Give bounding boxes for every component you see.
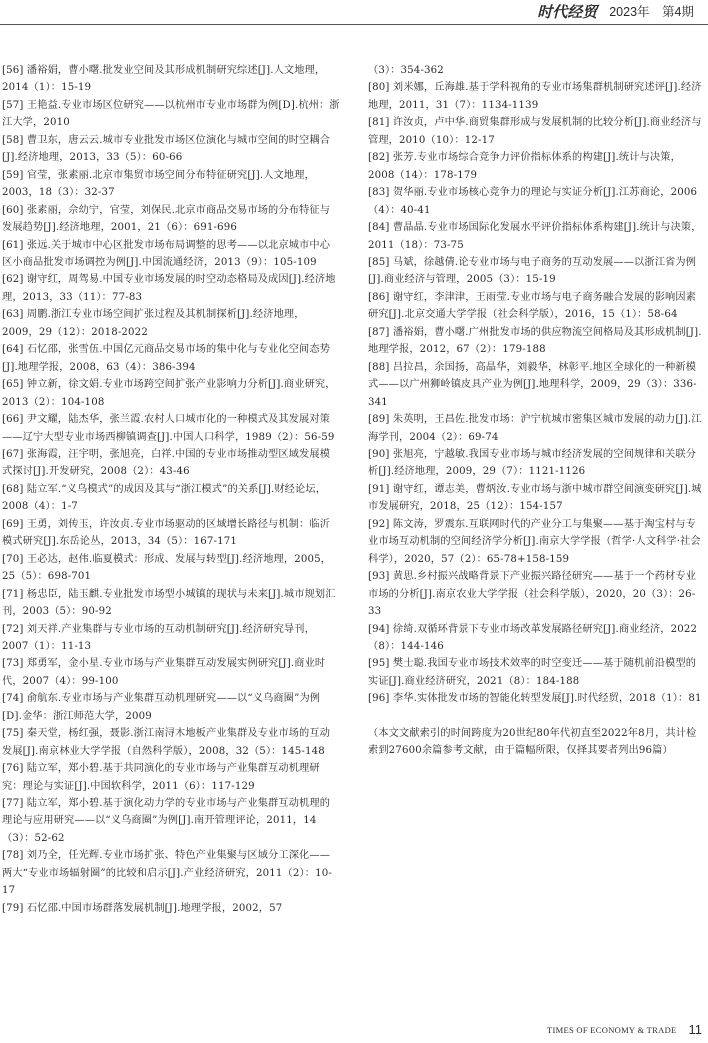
reference-entry: [71] 杨忠臣，陆玉麒.专业批发市场型小城镇的现状与未来[J].城市规划汇刊，2003（5）：90-92 <box>2 588 336 618</box>
page-header <box>537 0 694 22</box>
reference-entry: [89] 朱英明，王昌佐.批发市场：沪宁杭城市密集区城市发展的动力[J].江海学刊，2004（2）：69-74 <box>368 414 702 443</box>
reference-entry: [60] 张素丽，佘幼宁，官莹，刘保民.北京市商品交易市场的分布特征与发展趋势[J].经济地理，2001，21（6）：691-696 <box>2 204 331 234</box>
reference-entry: [68] 陆立军.“义乌模式”的成因及其与“浙江模式”的关系[J].财经论坛，2008（4）：1-7 <box>2 483 327 513</box>
reference-entry: [84] 曹晶晶.专业市场国际化发展水平评价指标体系构建[J].统计与决策，2011（18）：73-75 <box>368 222 702 251</box>
reference-entry: [91] 谢守红，谭志美，曹炳汝.专业市场与浙中城市群空间演变研究[J].城市发展研究，2018，25（12）：154-157 <box>368 483 702 513</box>
reference-entry: [69] 王勇，刘传玉，许汝贞.专业市场驱动的区域增长路径与机制：临沂模式研究[J].东岳论丛，2013，34（5）：167-171 <box>2 518 331 548</box>
reference-entry: [62] 谢守红，周驾易.中国专业市场发展的时空动态格局及成因[J].经济地理，2013，33（11）：77-83 <box>2 274 336 303</box>
reference-entry: [77] 陆立军，郑小碧.基于演化动力学的专业市场与产业集群互动机理的理论与应用研究——以“义乌商圈”为例[J].南开管理评论，2011，14（3）：52-62 <box>2 798 331 844</box>
reference-entry: [94] 徐绮.双循环背景下专业市场改革发展路径研究[J].商业经济，2022（8）：144-146 <box>368 623 698 652</box>
header-rule <box>0 24 708 25</box>
reference-note: （本文文献索引的时间跨度为20世纪80年代初直至2022年8月，共计检索到27600余篇参考文献，由于篇幅所限，仅择其要者列出96篇） <box>368 727 697 757</box>
reference-entry: [63] 周鹏.浙江专业市场空间扩张过程及其机制探析[J].经济地理，2009，29（12）：2018-2022 <box>2 309 305 338</box>
reference-entry: [79] 石忆邵.中国市场群落发展机制[J].地理学报，2002，57 <box>2 902 283 914</box>
reference-entry: （3）：354-362 <box>368 65 444 76</box>
reference-list-right <box>368 62 706 708</box>
reference-entry: [85] 马斌，徐越倩.论专业市场与电子商务的互动发展——以浙江省为例[J].商业经济与管理，2005（3）：15-19 <box>368 256 697 286</box>
reference-entry: [64] 石忆邵，张雪伍.中国亿元商品交易市场的集中化与专业化空间态势[J].地理学报，2008，63（4）：386-394 <box>2 344 331 373</box>
reference-entry: [70] 王必达，赵伟.临夏模式：形成、发展与转型[J].经济地理，2005，25（5）：698-701 <box>2 553 332 583</box>
issue-label: 2023年 第4期 <box>609 5 694 19</box>
reference-column-right <box>368 62 706 770</box>
reference-entry: [93] 黄思.乡村振兴战略背景下产业振兴路径研究——基于一个药材专业市场的分析[J].南京农业大学学报（社会科学版），2020，20（3）：26-33 <box>368 571 697 618</box>
reference-entry: [57] 王艳益.专业市场区位研究——以杭州市专业市场群为例[D].杭州：浙江大学，2010 <box>2 99 340 129</box>
magazine-title: 时代经贸 <box>537 2 598 21</box>
reference-entry: [65] 钟立新，徐文娟.专业市场跨空间扩张产业影响力分析[J].商业研究，2013（2）：104-108 <box>2 379 336 408</box>
reference-entry: [66] 尹文耀，陆杰华，张兰霞.农村人口城市化的一种模式及其发展对策——辽宁大型专业市场西柳镇调查[J].中国人口科学，1989（2）：56-59 <box>2 414 335 443</box>
reference-entry: [86] 谢守红，李津津，王雨莹.专业市场与电子商务融合发展的影响因素研究[J].北京交通大学学报（社会科学版），2016，15（1）：58-64 <box>368 291 697 321</box>
reference-entry: [96] 李华.实体批发市场的智能化转型发展[J].时代经贸，2018（1）：81 <box>368 693 702 705</box>
reference-entry: [74] 俞航东.专业市场与产业集群互动机理研究——以“义乌商圈”为例[D].金华：浙江师范大学，2009 <box>2 693 321 722</box>
reference-entry: [58] 曹卫东，唐云云.城市专业批发市场区位演化与城市空间的时空耦合[J].经济地理，2013，33（5）：60-66 <box>2 134 331 164</box>
journal-english-name: TIMES OF ECONOMY & TRADE <box>546 1024 677 1035</box>
reference-entry: [83] 贺华丽.专业市场核心竞争力的理论与实证分析[J].江苏商论，2006（4）：40-41 <box>368 187 698 216</box>
reference-entry: [81] 许汝贞，卢中华.商贸集群形成与发展机制的比较分析[J].商业经济与管理，2010（10）：12-17 <box>368 117 702 146</box>
page-footer <box>547 1022 702 1037</box>
reference-column-left <box>2 62 340 917</box>
reference-entry: [72] 刘天祥.产业集群与专业市场的互动机制研究[J].经济研究导刊，2007（1）：11-13 <box>2 623 315 652</box>
reference-entry: [76] 陆立军，郑小碧.基于共同演化的专业市场与产业集群互动机理研究：理论与实证[J].中国软科学，2011（6）：117-129 <box>2 763 320 792</box>
reference-entry: [67] 张海霞，汪宇明，张旭亮，白祥.中国的专业市场推动型区域发展模式探讨[J].开发研究，2008（2）：43-46 <box>2 448 331 478</box>
reference-entry: [78] 刘乃全，任光辉.专业市场扩张、特色产业集聚与区域分工深化——两大“专业市场辐射圈”的比较和启示[J].产业经济研究，2011（2）：10-17 <box>2 850 332 897</box>
reference-entry: [80] 刘米娜，丘海雄.基于学科视角的专业市场集群机制研究述评[J].经济地理，2011，31（7）：1134-1139 <box>368 82 702 111</box>
reference-entry: [88] 吕拉昌，余国扬，高晶华，刘毅华，林彰平.地区全球化的一种新模式——以广州狮岭镇皮具产业为例[J].地理科学，2009，29（3）：336-341 <box>368 361 697 408</box>
reference-entry: [73] 郑勇军，金小星.专业市场与产业集群互动发展实例研究[J].商业时代，2007（4）：99-100 <box>2 658 326 687</box>
reference-entry: [87] 潘裕娟，曹小曙.广州批发市场的供应物流空间格局及其形成机制[J].地理学报，2012，67（2）：179-188 <box>368 326 702 356</box>
reference-entry: [61] 张远.关于城市中心区批发市场布局调整的思考——以北京城市中心区小商品批发市场调控为例[J].中国流通经济，2013（9）：105-109 <box>2 239 331 268</box>
reference-entry: [95] 樊士聪.我国专业市场技术效率的时空变迁——基于随机前沿模型的实证[J].商业经济研究，2021（8）：184-188 <box>368 658 697 687</box>
reference-entry: [75] 秦天堂，杨红强，聂影.浙江南浔木地板产业集群及专业市场的互动发展[J].南京林业大学学报（自然科学版），2008，32（5）：145-148 <box>2 728 331 757</box>
reference-entry: [90] 张旭亮，宁越敏.我国专业市场与城市经济发展的空间规律和关联分析[J].经济地理，2009，29（7）：1121-1126 <box>368 448 697 478</box>
reference-entry: [82] 张芳.专业市场综合竞争力评价指标体系的构建[J].统计与决策，2008（14）：178-179 <box>368 152 681 181</box>
reference-entry: [56] 潘裕娟，曹小曙.批发业空间及其形成机制研究综述[J].人文地理，2014（1）：15-19 <box>2 65 326 94</box>
reference-entry: [92] 陈文涛，罗震东.互联网时代的产业分工与集聚——基于淘宝村与专业市场互动机制的空间经济学分析[J].南京大学学报（哲学·人文科学·社会科学），2020，57（2）：65-78+158-159 <box>368 518 701 565</box>
reference-entry: [59] 官莹，张素丽.北京市集贸市场空间分布特征研究[J].人文地理，2003，18（3）：32-37 <box>2 169 315 199</box>
page-number: 11 <box>688 1022 702 1037</box>
